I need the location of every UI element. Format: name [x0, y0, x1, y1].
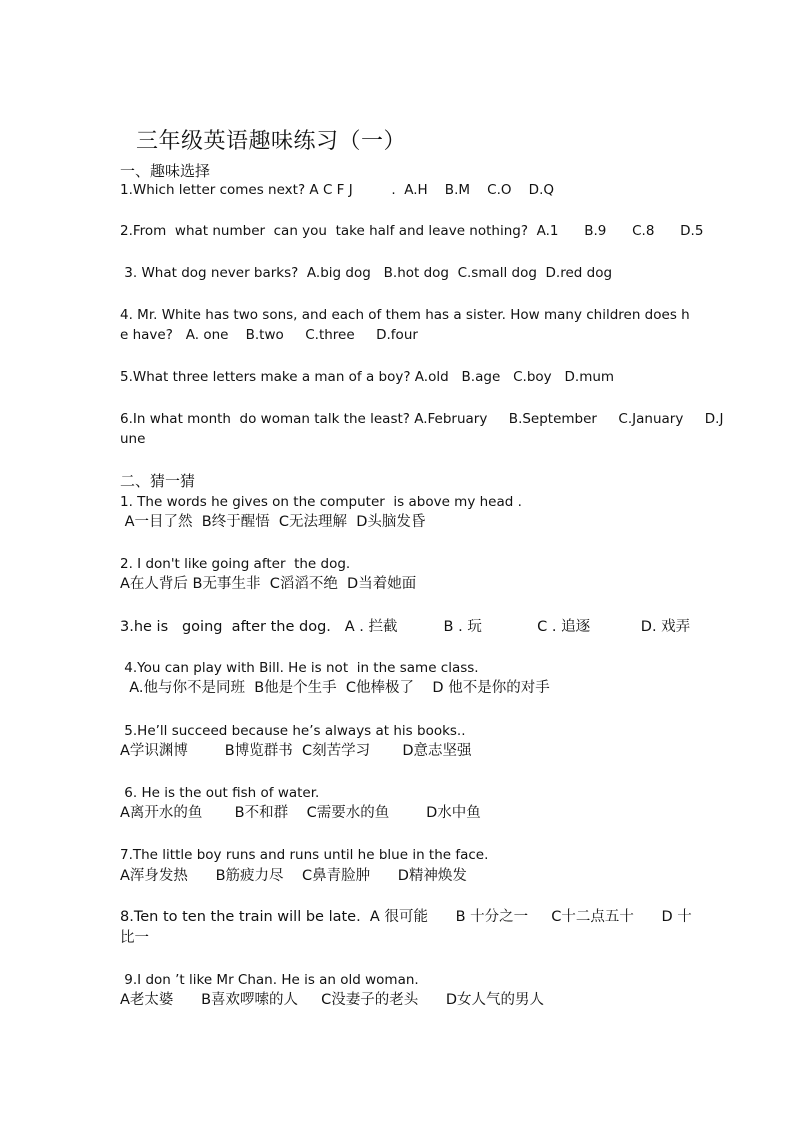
question-2-5: 5.He’ll succeed because he’s always at his books..	[120, 723, 466, 739]
question-2-6: 6. He is the out fish of water.	[120, 785, 320, 801]
question-2-5-options: A学识渊博 B博览群书 C刻苦学习 D意志坚强	[120, 743, 472, 759]
question-1-4-line-1: 4. Mr. White has two sons, and each of them has a sister. How many children does h	[120, 307, 690, 323]
question-1-6-line-2: une	[120, 431, 146, 447]
question-2-4: 4.You can play with Bill. He is not in the same class.	[120, 660, 479, 676]
question-2-8-line-2: 比一	[120, 930, 149, 946]
question-1-3: 3. What dog never barks? A.big dog B.hot dog C.small dog D.red dog	[120, 265, 613, 281]
question-2-9: 9.I don ’t like Mr Chan. He is an old woman.	[120, 972, 419, 988]
question-2-1: 1. The words he gives on the computer is above my head .	[120, 494, 522, 510]
section-2-heading: 二、猜一猜	[120, 472, 196, 490]
question-2-9-options: A老太婆 B喜欢啰嗦的人 C没妻子的老头 D女人气的男人	[120, 992, 545, 1008]
section-1-heading: 一、趣味选择	[120, 162, 211, 180]
question-2-7: 7.The little boy runs and runs until he blue in the face.	[120, 847, 489, 863]
question-1-4-line-2: e have? A. one B.two C.three D.four	[120, 327, 418, 343]
page-title: 三年级英语趣味练习（一）	[136, 129, 407, 154]
question-2-2: 2. I don't like going after the dog.	[120, 556, 351, 572]
question-1-5: 5.What three letters make a man of a boy? A.old B.age C.boy D.mum	[120, 369, 615, 385]
question-1-2: 2.From what number can you take half and leave nothing? A.1 B.9 C.8 D.5	[120, 223, 704, 239]
question-2-4-options: A.他与你不是同班 B他是个生手 C他棒极了 D 他不是你的对手	[120, 680, 550, 696]
question-2-8-line-1: 8.Ten to ten the train will be late. A 很可能 B 十分之一 C十二点五十 D 十	[120, 909, 692, 925]
question-2-7-options: A浑身发热 B筋疲力尽 C鼻青脸肿 D精神焕发	[120, 868, 467, 884]
question-2-1-options: A一目了然 B终于醒悟 C无法理解 D头脑发昏	[120, 514, 426, 530]
question-1-1: 1.Which letter comes next? A C F J . A.H B.M C.O D.Q	[120, 182, 554, 198]
question-2-3: 3.he is going after the dog. A . 拦截 B . 玩 C . 追逐 D. 戏弄	[120, 619, 691, 635]
question-2-2-options: A在人背后 B无事生非 C滔滔不绝 D当着她面	[120, 576, 417, 592]
question-1-6-line-1: 6.In what month do woman talk the least? A.February B.September C.January D.J	[120, 411, 724, 427]
question-2-6-options: A离开水的鱼 B不和群 C需要水的鱼 D水中鱼	[120, 805, 481, 821]
